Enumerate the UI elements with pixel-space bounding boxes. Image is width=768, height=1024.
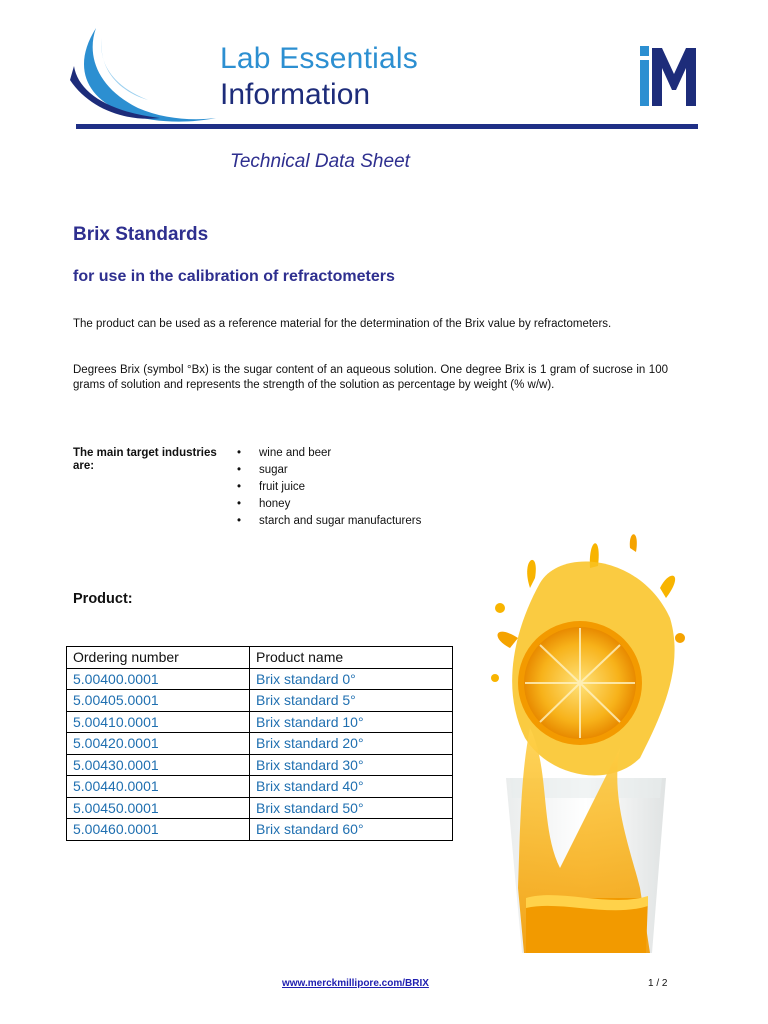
sheet-type-label: Technical Data Sheet bbox=[230, 151, 410, 172]
brand-swoosh-graphic bbox=[68, 26, 218, 126]
document-subtitle: for use in the calibration of refractometers bbox=[73, 268, 395, 285]
ordering-number-cell: 5.00460.0001 bbox=[67, 819, 250, 841]
product-table bbox=[66, 646, 453, 841]
table-row bbox=[67, 797, 453, 819]
bullet-icon: • bbox=[237, 498, 242, 510]
merck-m-logo-icon bbox=[640, 44, 698, 110]
product-name-cell: Brix standard 40° bbox=[250, 776, 453, 798]
list-item bbox=[237, 498, 421, 515]
table-row bbox=[67, 668, 453, 690]
table-row bbox=[67, 690, 453, 712]
footer-website-link[interactable]: www.merckmillipore.com/BRIX bbox=[282, 978, 429, 989]
table-row bbox=[67, 733, 453, 755]
industry-label: starch and sugar manufacturers bbox=[259, 515, 422, 527]
intro-paragraph: The product can be used as a reference material for the determination of the Brix value by refractometers. bbox=[73, 318, 612, 330]
product-name-cell: Brix standard 50° bbox=[250, 797, 453, 819]
bullet-icon: • bbox=[237, 447, 242, 459]
list-item bbox=[237, 464, 421, 481]
brix-definition-paragraph: Degrees Brix (symbol °Bx) is the sugar content of an aqueous solution. One degree Brix is 1 gram of sucrose in 100 grams of solution and represents the strength of the solution as percentage by weight (% w/w). bbox=[73, 364, 668, 391]
ordering-number-cell: 5.00400.0001 bbox=[67, 668, 250, 690]
list-item bbox=[237, 515, 421, 532]
ordering-number-cell: 5.00430.0001 bbox=[67, 754, 250, 776]
industry-label: fruit juice bbox=[259, 481, 306, 493]
industry-label: sugar bbox=[259, 464, 288, 476]
product-name-cell: Brix standard 10° bbox=[250, 711, 453, 733]
product-name-cell: Brix standard 60° bbox=[250, 819, 453, 841]
ordering-number-cell: 5.00405.0001 bbox=[67, 690, 250, 712]
bullet-icon: • bbox=[237, 464, 242, 476]
bullet-icon: • bbox=[237, 481, 242, 493]
product-name-cell: Brix standard 5° bbox=[250, 690, 453, 712]
list-item bbox=[237, 447, 421, 464]
column-header-product-name: Product name bbox=[250, 647, 453, 669]
page-number: 1 / 2 bbox=[648, 978, 668, 989]
orange-juice-splash-image bbox=[470, 528, 700, 958]
table-row bbox=[67, 819, 453, 841]
table-row bbox=[67, 711, 453, 733]
ordering-number-cell: 5.00410.0001 bbox=[67, 711, 250, 733]
industry-label: wine and beer bbox=[259, 447, 332, 459]
brand-title-lab-essentials: Lab Essentials bbox=[220, 42, 418, 75]
ordering-number-cell: 5.00450.0001 bbox=[67, 797, 250, 819]
brand-title-information: Information bbox=[220, 78, 371, 111]
product-name-cell: Brix standard 30° bbox=[250, 754, 453, 776]
table-row bbox=[67, 754, 453, 776]
industries-label: The main target industries are: bbox=[73, 447, 217, 472]
column-header-ordering-number: Ordering number bbox=[67, 647, 250, 669]
table-row bbox=[67, 776, 453, 798]
industries-list bbox=[237, 447, 421, 532]
ordering-number-cell: 5.00420.0001 bbox=[67, 733, 250, 755]
product-name-cell: Brix standard 20° bbox=[250, 733, 453, 755]
table-header-row bbox=[67, 647, 453, 669]
document-title: Brix Standards bbox=[73, 224, 209, 245]
product-heading: Product: bbox=[73, 591, 133, 607]
ordering-number-cell: 5.00440.0001 bbox=[67, 776, 250, 798]
product-name-cell: Brix standard 0° bbox=[250, 668, 453, 690]
bullet-icon: • bbox=[237, 515, 242, 527]
list-item bbox=[237, 481, 421, 498]
header-divider bbox=[76, 124, 698, 129]
industry-label: honey bbox=[259, 498, 291, 510]
